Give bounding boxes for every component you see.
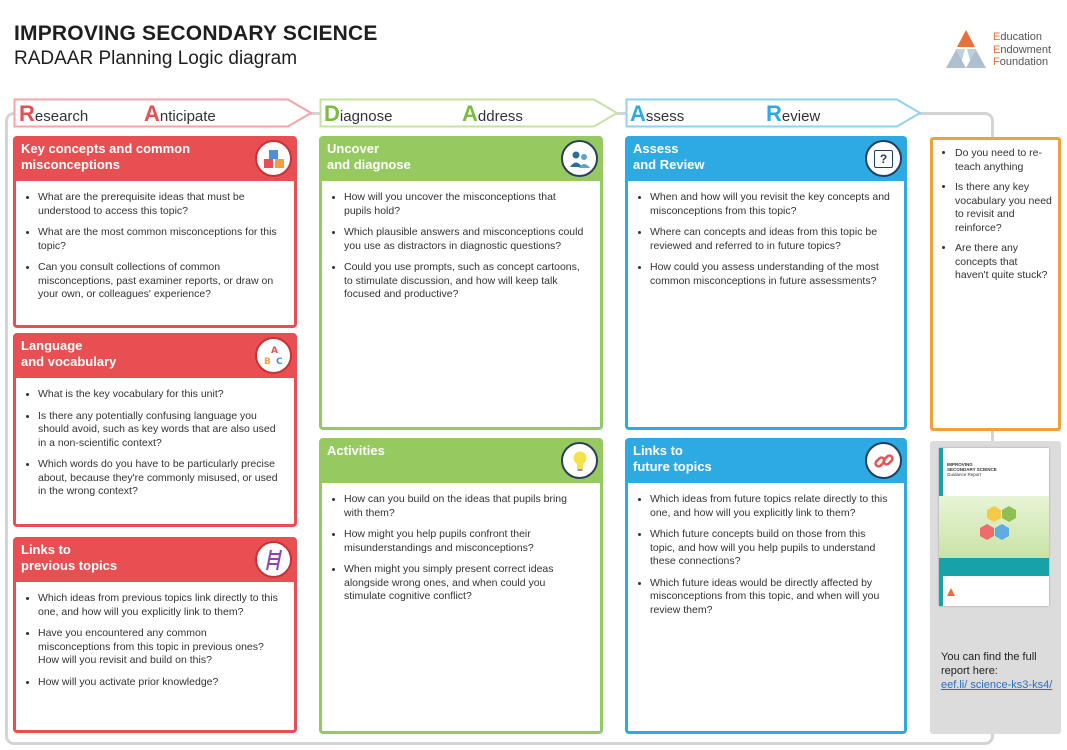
lightbulb-icon <box>561 442 598 479</box>
list-item: • Do you need to re-teach anything <box>955 147 1052 174</box>
list-item: • What is the key vocabulary for this unit? <box>38 388 280 402</box>
card-key-concepts <box>13 136 297 328</box>
eef-logo <box>946 28 1061 72</box>
card-activities <box>319 438 603 734</box>
list-item: • When and how will you revisit the key concepts and misconceptions from this topic? <box>650 191 890 218</box>
card-links-previous-topics <box>13 537 297 733</box>
list-item: • Which future ideas would be directly affected by misconceptions from this topic, and when will you review them? <box>650 577 890 618</box>
logo-text: Education Endowment Foundation <box>993 31 1052 68</box>
list-item: • Is there any potentially confusing language you should avoid, such as key words that are also used in a non-scientific context? <box>38 410 280 451</box>
card-links-future-topics <box>625 438 907 734</box>
reteach-box <box>930 137 1061 431</box>
list-item: • Is there any key vocabulary you need to revisit and reinforce? <box>955 181 1052 235</box>
card-header: Links to previous topics <box>16 540 294 582</box>
list-item: • What are the most common misconceptions for this topic? <box>38 226 280 253</box>
list-item: • Where can concepts and ideas from this topic be reviewed and referred to in future topics? <box>650 226 890 253</box>
list-item: • Which future concepts build on those from this topic, and how will you help pupils to understand these connections? <box>650 528 890 569</box>
question-icon: ? <box>865 140 902 177</box>
svg-text:C: C <box>275 356 283 367</box>
list-item: • How can you build on the ideas that pupils bring with them? <box>344 493 586 520</box>
card-header: Assess and Review ? <box>628 139 904 181</box>
list-item: • Which ideas from previous topics link directly to this one, and how will you explicitly link to them? <box>38 592 280 619</box>
ladder-icon <box>255 541 292 578</box>
list-item: • Which words do you have to be particularly precise about, because they're commonly misused, or used in the wrong context? <box>38 458 280 499</box>
report-panel <box>930 441 1061 734</box>
card-language-vocabulary <box>13 333 297 527</box>
stage-arrow-assess-review: Assess Review <box>625 98 922 128</box>
page-title: IMPROVING SECONDARY SCIENCE <box>14 22 378 45</box>
stage-arrow-diagnose-address: Diagnose Address <box>319 98 619 128</box>
list-item: • How might you help pupils confront their misunderstandings and misconceptions? <box>344 528 586 555</box>
list-item: • What are the prerequisite ideas that must be understood to access this topic? <box>38 191 280 218</box>
svg-text:B: B <box>263 356 271 367</box>
list-item: • Are there any concepts that haven't quite stuck? <box>955 242 1052 283</box>
card-uncover-diagnose <box>319 136 603 430</box>
report-link[interactable]: eef.li/ science-ks3-ks4/ <box>941 679 1053 691</box>
list-item: • How will you activate prior knowledge? <box>38 676 280 690</box>
chain-link-icon <box>865 442 902 479</box>
card-header: Activities <box>322 441 600 483</box>
blocks-icon <box>255 140 292 177</box>
list-item: • How could you assess understanding of the most common misconceptions in future assessments? <box>650 261 890 288</box>
list-item: • When might you simply present correct ideas alongside wrong ones, and when could you stimulate cognitive conflict? <box>344 563 586 604</box>
people-icon <box>561 140 598 177</box>
card-header: Links to future topics <box>628 441 904 483</box>
abc-icon <box>255 337 292 374</box>
report-text: You can find the full report here: eef.li/ science-ks3-ks4/ <box>941 650 1055 692</box>
card-assess-review <box>625 136 907 430</box>
page-subtitle: RADAAR Planning Logic diagram <box>14 48 298 69</box>
list-item: • How will you uncover the misconceptions that pupils hold? <box>344 191 586 218</box>
svg-text:A: A <box>270 345 278 356</box>
stage-arrow-research-anticipate: Research Anticipate <box>13 98 313 128</box>
report-cover-image[interactable]: IMPROVING SECONDARY SCIENCE Guidance Report <box>939 448 1049 606</box>
card-header: Uncover and diagnose <box>322 139 600 181</box>
list-item: • Can you consult collections of common misconceptions, past examiner reports, or draw on your own, or colleagues' experience? <box>38 261 280 302</box>
card-header: Language and vocabulary A B C <box>16 336 294 378</box>
list-item: • Could you use prompts, such as concept cartoons, to stimulate discussion, and how will keep talk focused and productive? <box>344 261 586 302</box>
list-item: • Have you encountered any common misconceptions from this topic in previous ones? How will you revisit and build on this? <box>38 627 280 668</box>
eef-triangle-logo-icon <box>946 28 986 70</box>
list-item: • Which ideas from future topics relate directly to this one, and how will you explicitly link to them? <box>650 493 890 520</box>
list-item: • Which plausible answers and misconceptions could you use as distractors in diagnostic questions? <box>344 226 586 253</box>
card-header: Key concepts and common misconceptions <box>16 139 294 181</box>
